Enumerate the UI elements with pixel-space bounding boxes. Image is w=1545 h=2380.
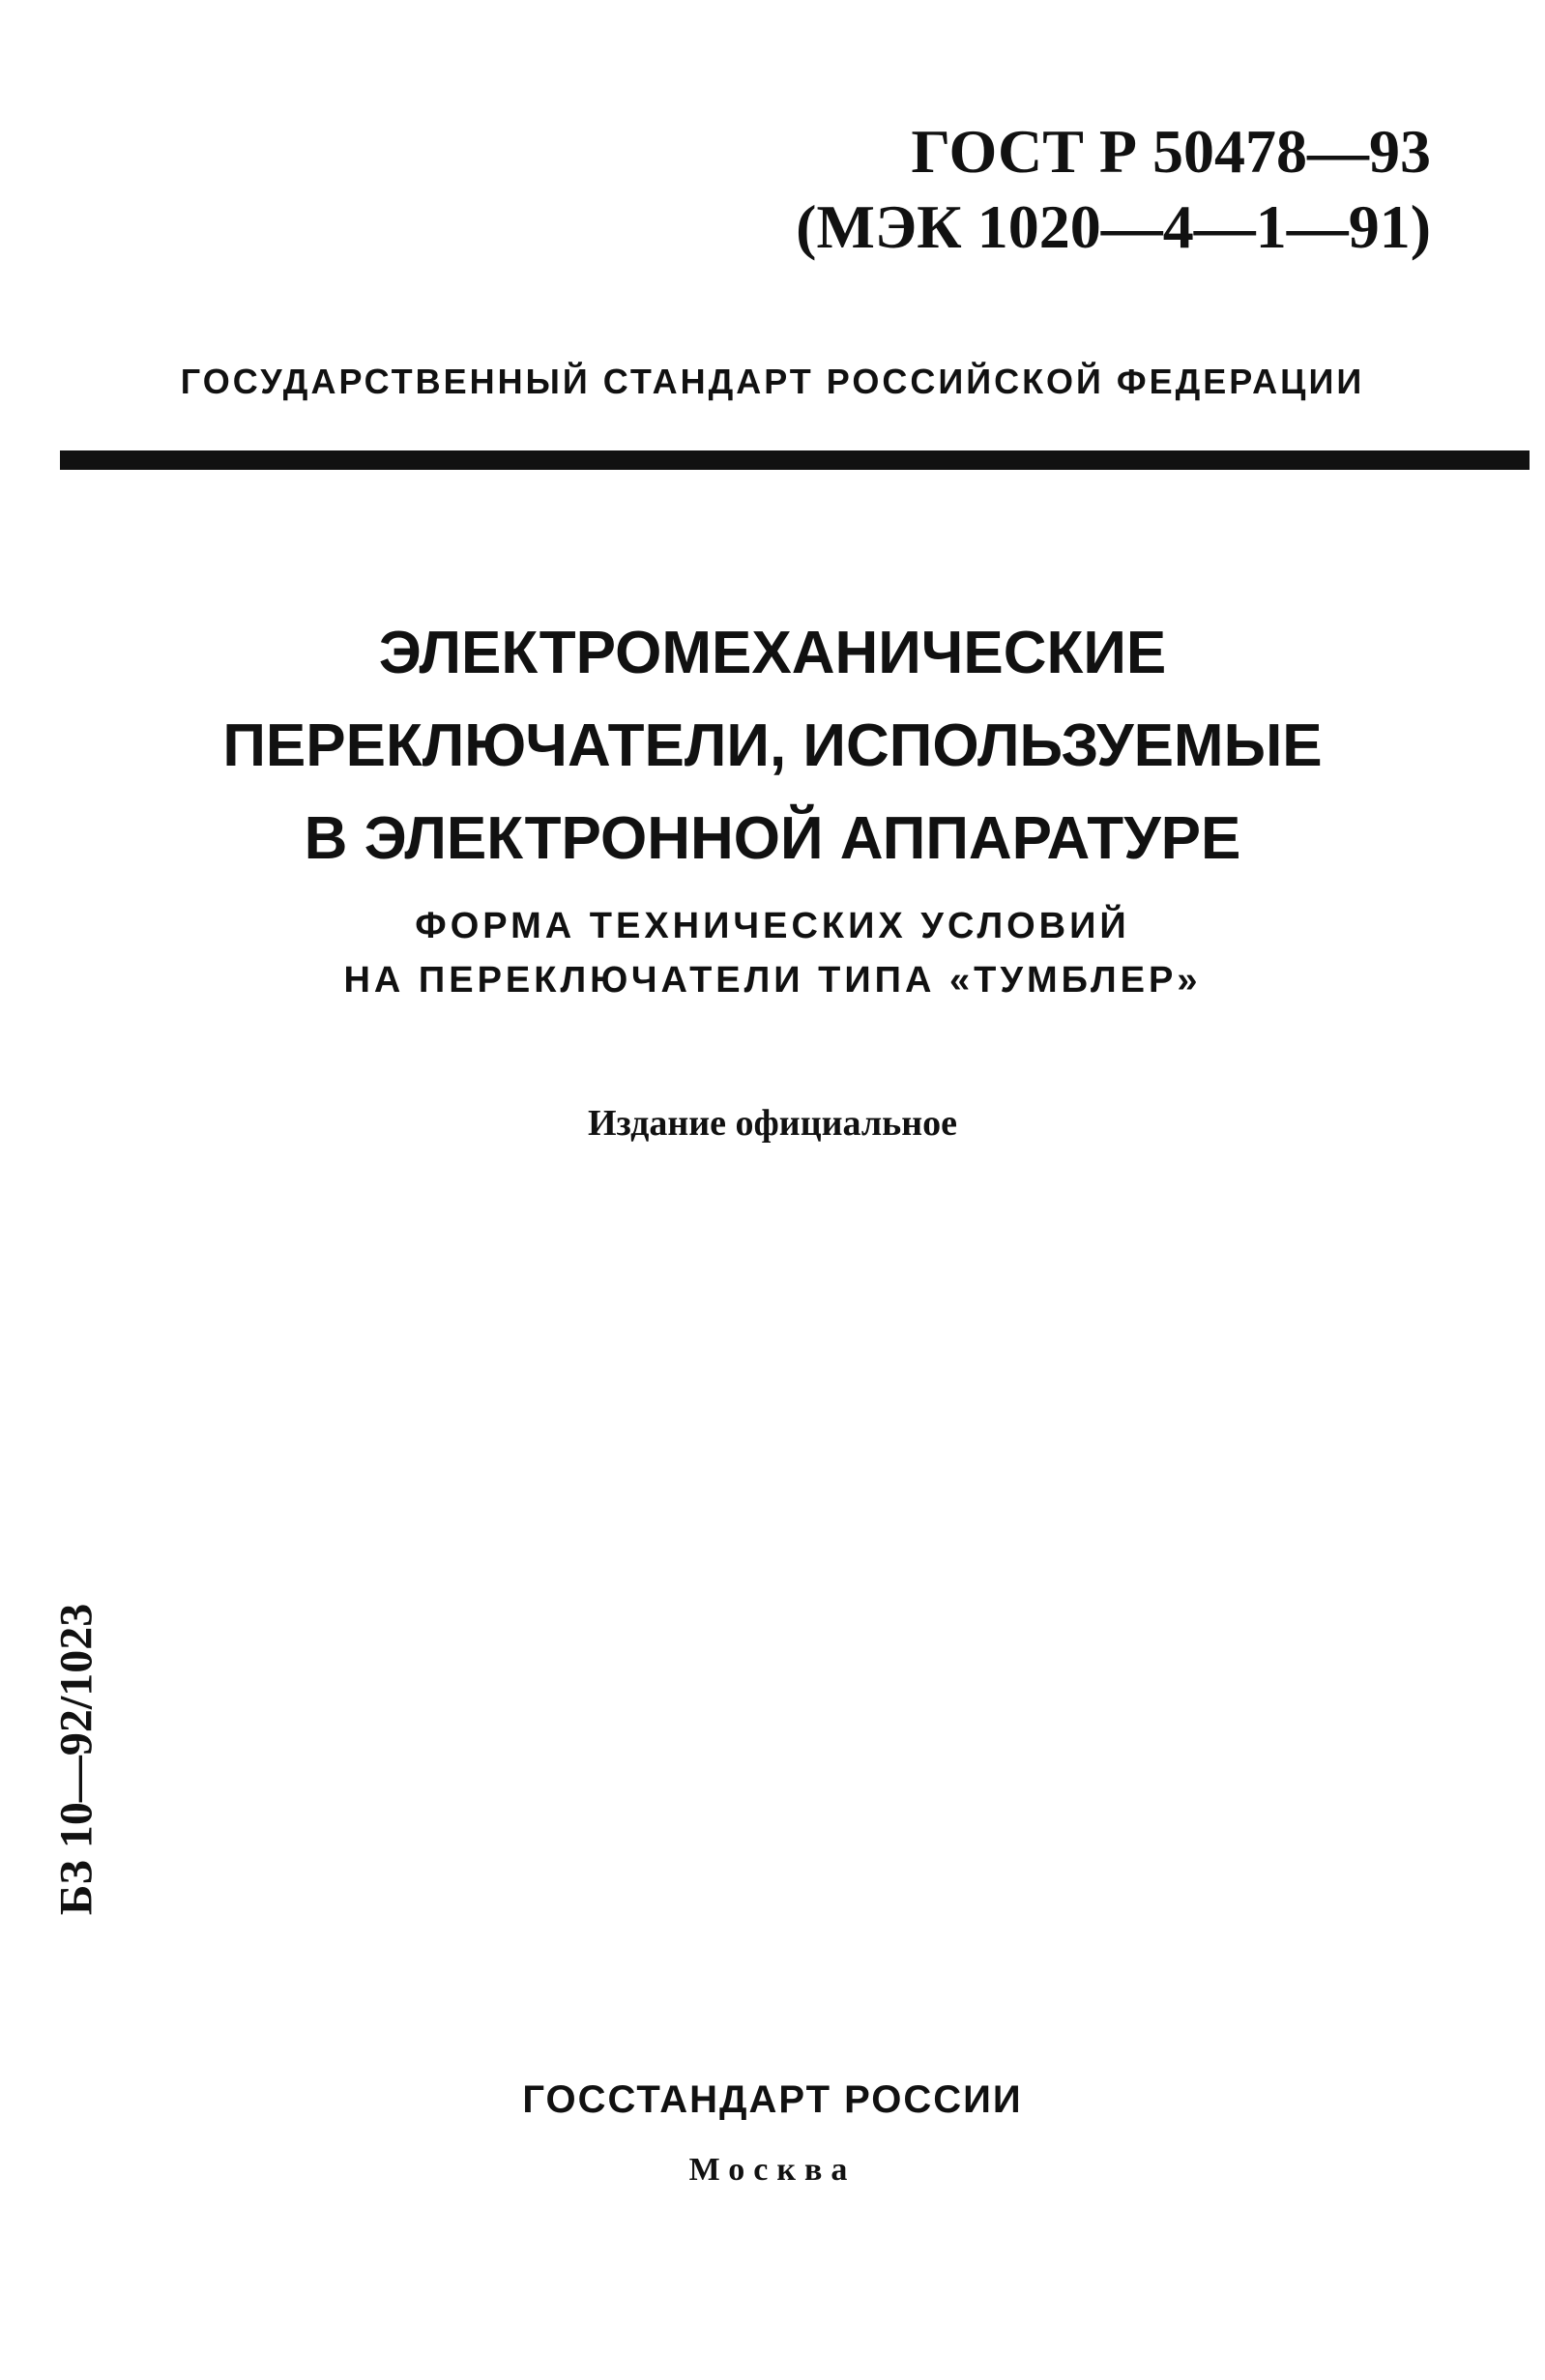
catalog-code	[43, 1489, 110, 2030]
catalog-code-text: БЗ 10—92/1023	[50, 1603, 102, 1916]
heading-divider	[60, 450, 1530, 470]
subtitle-line-1: ФОРМА ТЕХНИЧЕСКИХ УСЛОВИЙ	[415, 906, 1130, 946]
document-subtitle	[0, 899, 1545, 1007]
subtitle-line-2: НА ПЕРЕКЛЮЧАТЕЛИ ТИПА «ТУМБЛЕР»	[343, 960, 1202, 1001]
standard-designation	[796, 114, 1431, 265]
publisher-city: Москва	[688, 2152, 857, 2188]
title-line-3: В ЭЛЕКТРОННОЙ АППАРАТУРЕ	[304, 805, 1241, 872]
iec-number: (МЭК 1020—4—1—91)	[796, 192, 1431, 262]
gost-number: ГОСТ Р 50478—93	[911, 117, 1431, 186]
document-title	[0, 607, 1545, 885]
title-line-2: ПЕРЕКЛЮЧАТЕЛИ, ИСПОЛЬЗУЕМЫЕ	[222, 712, 1323, 779]
title-line-1: ЭЛЕКТРОМЕХАНИЧЕСКИЕ	[378, 620, 1167, 686]
state-standard-heading: ГОСУДАРСТВЕННЫЙ СТАНДАРТ РОССИЙСКОЙ ФЕДЕРАЦИИ	[180, 362, 1365, 401]
publisher-name: ГОССТАНДАРТ РОССИИ	[522, 2078, 1023, 2121]
edition-label: Издание официальное	[587, 1103, 957, 1144]
